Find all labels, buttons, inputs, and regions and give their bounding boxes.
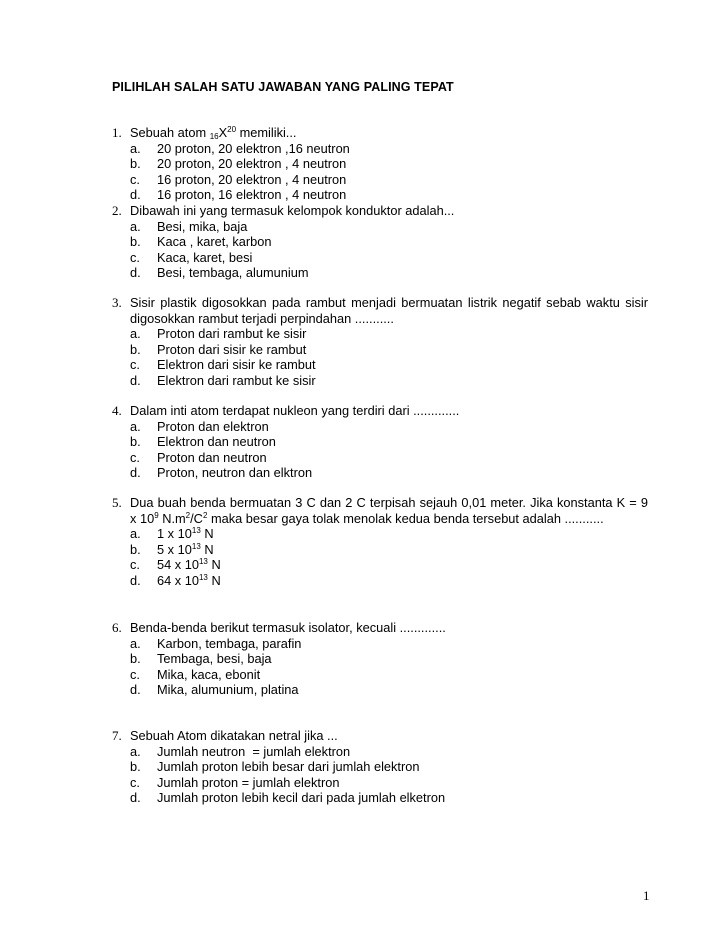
- question-number: 7.: [112, 728, 122, 743]
- option-b[interactable]: b. Jumlah proton lebih besar dari jumlah elektron: [130, 759, 420, 774]
- option-c[interactable]: c. Jumlah proton = jumlah elektron: [130, 774, 340, 790]
- question-text: Dalam inti atom terdapat nukleon yang terdiri dari .............: [130, 403, 460, 418]
- option-a[interactable]: a. Besi, mika, baja: [130, 218, 248, 234]
- question-text: Sebuah atom $_{16}X^{20}$ memiliki...: [130, 125, 297, 141]
- option-a[interactable]: a. Proton dari rambut ke sisir: [130, 326, 307, 341]
- option-a[interactable]: a. Karbon, tembaga, parafin: [130, 635, 302, 651]
- page-number: 1: [643, 888, 650, 903]
- option-d[interactable]: d. Mika, alumunium, platina: [130, 682, 299, 697]
- option-a[interactable]: a. 1 x $10^{13}$ N: [130, 526, 214, 541]
- option-d[interactable]: d. Proton, neutron dan elktron: [130, 465, 313, 480]
- option-a[interactable]: a. 20 proton, 20 elektron ,16 neutron: [130, 140, 350, 156]
- question-2: [112, 203, 648, 281]
- option-d[interactable]: d. Jumlah proton lebih kecil dari pada jumlah elketron: [130, 790, 446, 805]
- option-b[interactable]: b. Proton dari sisir ke rambut: [130, 341, 307, 357]
- question-5: [112, 495, 648, 588]
- option-c[interactable]: c. Mika, kaca, ebonit: [130, 666, 261, 682]
- question-text: Dua buah benda bermuatan 3 C dan 2 C terpisah sejauh 0,01 meter. Jika konstanta K = 9 x $10^9$ $N.m^2/C^2$ maka besar gaya tolak menolak kedua benda tersebut adalah ...........: [130, 495, 648, 526]
- option-c[interactable]: c. Kaca, karet, besi: [130, 249, 253, 265]
- question-text: Benda-benda berikut termasuk isolator, kecuali .............: [130, 620, 446, 635]
- option-a[interactable]: a. Proton dan elektron: [130, 418, 269, 434]
- question-number: 1.: [112, 125, 122, 140]
- option-d[interactable]: d. Elektron dari rambut ke sisir: [130, 372, 316, 388]
- option-a[interactable]: a. Jumlah neutron = jumlah elektron: [130, 743, 351, 759]
- question-7: [112, 728, 648, 806]
- option-d[interactable]: d. Besi, tembaga, alumunium: [130, 265, 309, 280]
- question-number: 3.: [112, 295, 122, 310]
- question-number: 2.: [112, 203, 122, 218]
- option-c[interactable]: c. 16 proton, 20 elektron , 4 neutron: [130, 171, 347, 187]
- question-number: 4.: [112, 403, 122, 418]
- question-text: Sisir plastik digosokkan pada rambut menjadi bermuatan listrik negatif sebab waktu sisir digosokkan rambut terjadi perpindahan ...........: [130, 295, 648, 326]
- option-b[interactable]: b. 5 x $10^{13}$ N: [130, 541, 214, 557]
- option-b[interactable]: b. Tembaga, besi, baja: [130, 651, 272, 666]
- option-b[interactable]: b. Kaca , karet, karbon: [130, 234, 272, 249]
- option-c[interactable]: c. Elektron dari sisir ke rambut: [130, 357, 316, 372]
- question-number: 6.: [112, 620, 122, 635]
- option-b[interactable]: b. 20 proton, 20 elektron , 4 neutron: [130, 156, 347, 171]
- option-d[interactable]: d. 16 proton, 16 elektron , 4 neutron: [130, 187, 347, 202]
- option-c[interactable]: c. 54 x $10^{13}$ N: [130, 557, 221, 572]
- option-c[interactable]: c. Proton dan neutron: [130, 449, 267, 465]
- question-text: Dibawah ini yang termasuk kelompok konduktor adalah...: [130, 203, 455, 218]
- option-d[interactable]: d. 64 x $10^{13}$ N: [130, 572, 221, 588]
- option-b[interactable]: b. Elektron dan neutron: [130, 434, 276, 449]
- question-text: Sebuah Atom dikatakan netral jika ...: [130, 728, 338, 743]
- page-heading: PILIHLAH SALAH SATU JAWABAN YANG PALING TEPAT: [112, 80, 454, 94]
- question-1: [112, 125, 648, 203]
- question-number: 5.: [112, 495, 122, 510]
- question-3: [112, 295, 648, 388]
- question-4: [112, 403, 648, 481]
- question-6: [112, 620, 648, 698]
